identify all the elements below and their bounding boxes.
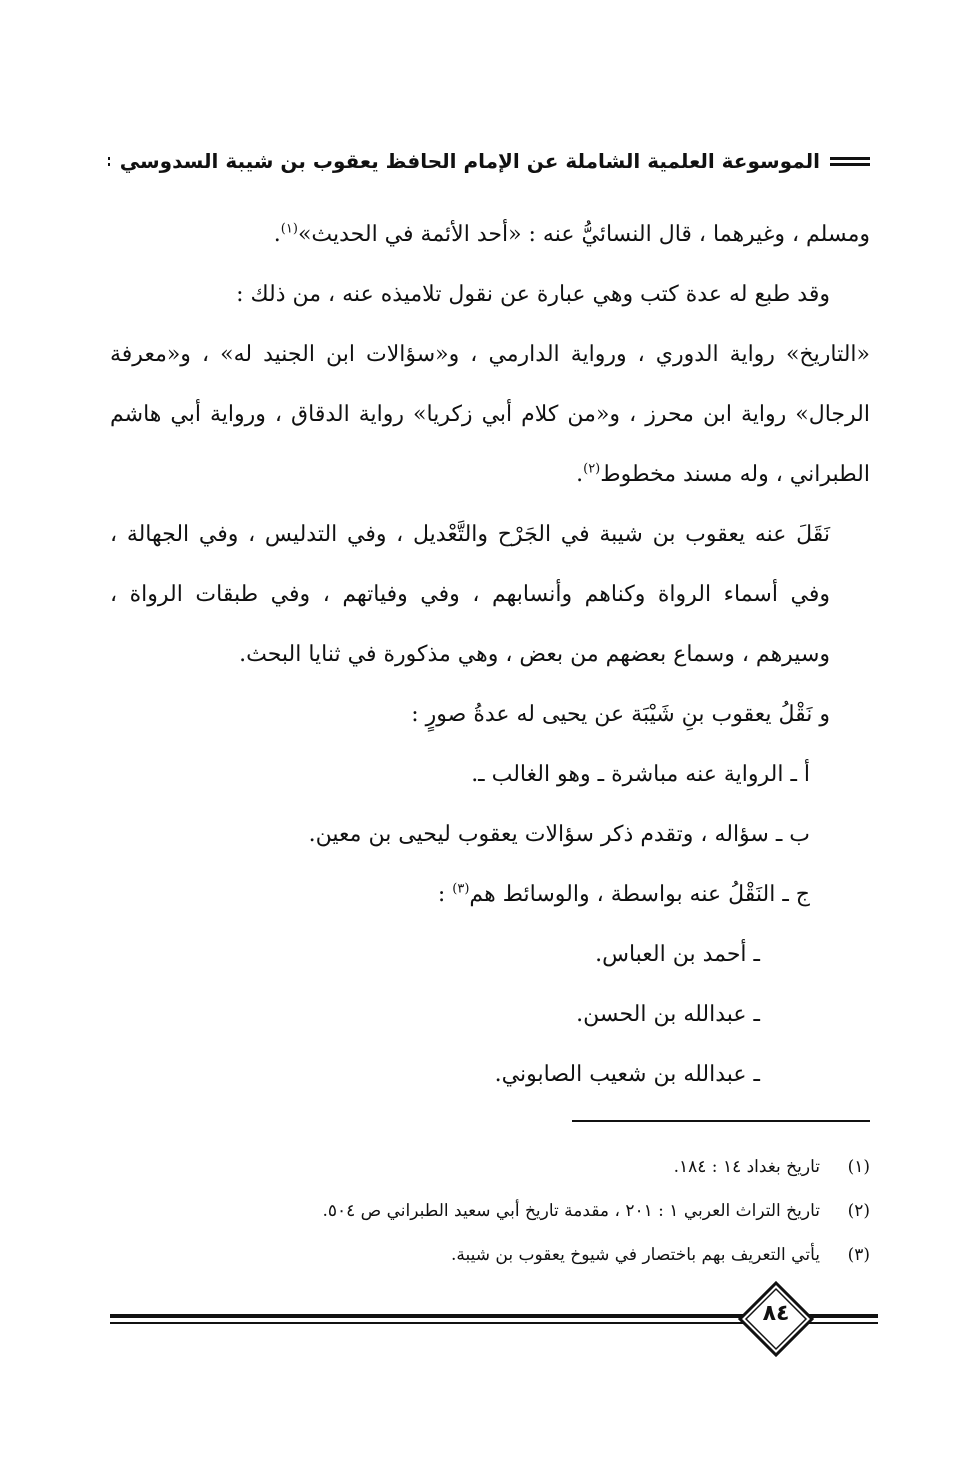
body-text (110, 205, 870, 1105)
paragraph-3 (110, 325, 870, 505)
header-rule-short (830, 157, 870, 166)
paragraph-4: نَقَلَ عنه يعقوب بن شيبة في الجَرْح والتَّعْديل ، وفي التدليس ، وفي الجهالة ، وفي أسماء الرواة وكناهم وأنسابهم ، وفي وفياتهم ، وفي طبقات الرواة ، وسيرهم ، وسماع بعضهم من بعض ، وهي مذكورة في ثنايا البحث. (110, 522, 830, 667)
list-item-a: أ ـ الرواية عنه مباشرة ـ وهو الغالب ـ. (471, 762, 810, 787)
page-number: ٨٤ (762, 1301, 790, 1326)
paragraph-1 (110, 205, 870, 265)
paragraph-2: وقد طبع له عدة كتب وهي عبارة عن نقول تلاميذه عنه ، من ذلك : (236, 282, 830, 307)
header-rule-long (108, 157, 110, 166)
list-item-c-text: ج ـ النَقْلُ عنه بواسطة ، والوسائط هم (469, 882, 810, 907)
list-item-c-end: : (437, 882, 453, 907)
footnote-ref-2: (٢) (583, 461, 601, 477)
paragraph-1-text: ومسلم ، وغيرهما ، قال النسائيُّ عنه : «أحد الأئمة في الحديث» (297, 222, 870, 247)
header-title: الموسوعة العلمية الشاملة عن الإمام الحافظ يعقوب بن شيبة السدوسي (119, 149, 820, 173)
footnote-ref-1: (١) (280, 221, 298, 237)
list-item-b: ب ـ سؤاله ، وتقدم ذكر سؤالات يعقوب ليحيى بن معين. (308, 822, 810, 847)
footnote-2 (110, 1189, 870, 1233)
footnote-text: يأتي التعريف بهم باختصار في شيوخ يعقوب بن شيبة. (451, 1245, 820, 1265)
paragraph-3-end: . (576, 462, 584, 487)
footnote-ref-3: (٣) (452, 881, 470, 897)
footnote-1 (110, 1145, 870, 1189)
footnote-number: (٢) (847, 1201, 870, 1221)
footnote-number: (١) (847, 1157, 870, 1177)
footnote-number: (٣) (847, 1245, 870, 1265)
paragraph-5: و نَقْلُ يعقوب بنِ شَيْبَة عن يحيى له عدةُ صورٍ : (411, 702, 830, 727)
list-item-c (110, 865, 870, 925)
footnote-text: تاريخ التراث العربي ١ : ٢٠١ ، مقدمة تاريخ أبي سعيد الطبراني ص ٥٠٤. (322, 1201, 820, 1221)
paragraph-3-text: «التاريخ» رواية الدوري ، ورواية الدارمي ، و«سؤالات ابن الجنيد له» ، و«معرفة الرجال» رواية ابن محرز ، و«من كلام أبي زكريا» رواية الدقاق ، ورواية أبي هاشم الطبراني ، وله مسند مخطوط (110, 342, 870, 487)
paragraph-1-end: . (273, 222, 281, 247)
sub-item-3: ـ عبدالله بن شعيب الصابوني. (494, 1062, 760, 1087)
footnotes (110, 1145, 870, 1277)
sub-item-1: ـ أحمد بن العباس. (595, 942, 760, 967)
footnote-3 (110, 1233, 870, 1277)
footnote-separator (572, 1120, 870, 1122)
running-header (108, 141, 870, 181)
sub-item-2: ـ عبدالله بن الحسن. (576, 1002, 760, 1027)
footnote-text: تاريخ بغداد ١٤ : ١٨٤. (673, 1157, 820, 1177)
